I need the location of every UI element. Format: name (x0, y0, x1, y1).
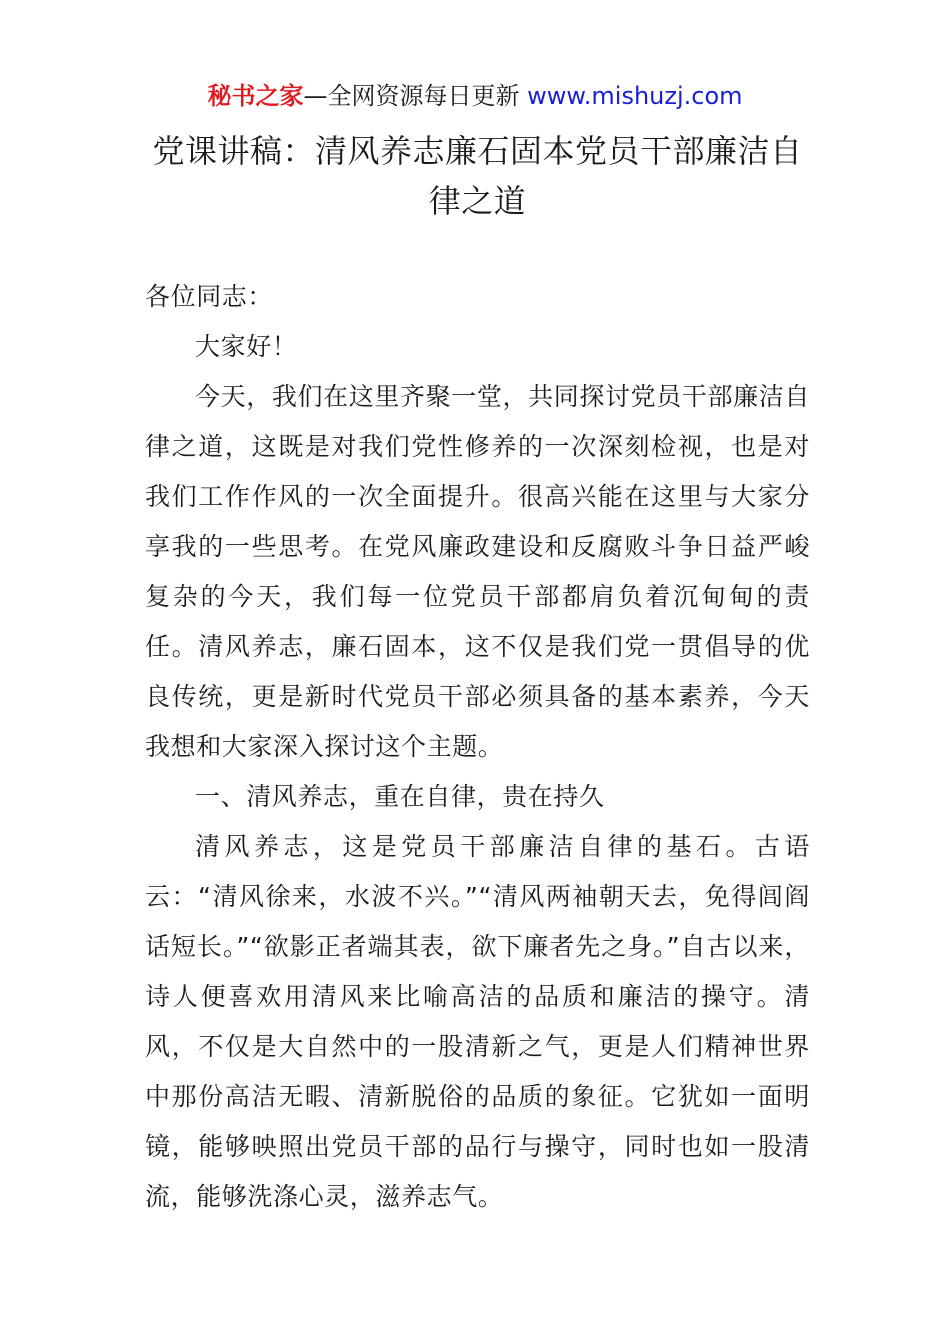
header-tagline: —全网资源每日更新 (303, 82, 528, 110)
greeting: 大家好！ (195, 332, 298, 361)
salutation: 各位同志： (145, 282, 274, 311)
site-url-link[interactable]: www.mishuzj.com (527, 82, 743, 110)
paragraph: 清风养志，这是党员干部廉洁自律的基石。古语云：“清风徐来，水波不兴。”“清风两袖朝天去，免得闾阎话短长。”“欲影正者端其表，欲下廉者先之身。”自古以来，诗人便喜欢用清风来比喻高洁的品质和廉洁的操守。清风，不仅是大自然中的一股清新之气，更是人们精神世界中那份高洁无暇、清新脱俗的品质的象征。它犹如一面明镜，能够映照出党员干部的品行与操守，同时也如一股清流，能够洗涤心灵，滋养志气。 (145, 832, 810, 1211)
brand-name: 秘书之家 (207, 82, 304, 110)
section-heading: 一、清风养志，重在自律，贵在持久 (195, 782, 605, 811)
site-header (0, 80, 950, 112)
paragraph: 今天，我们在这里齐聚一堂，共同探讨党员干部廉洁自律之道，这既是对我们党性修养的一次深刻检视，也是对我们工作作风的一次全面提升。很高兴能在这里与大家分享我的一些思考。在党风廉政建设和反腐败斗争日益严峻复杂的今天，我们每一位党员干部都肩负着沉甸甸的责任。清风养志，廉石固本，这不仅是我们党一贯倡导的优良传统，更是新时代党员干部必须具备的基本素养，今天我想和大家深入探讨这个主题。 (145, 382, 810, 761)
document-title: 党课讲稿：清风养志廉石固本党员干部廉洁自律之道 (152, 132, 803, 220)
document-body (145, 272, 810, 1222)
